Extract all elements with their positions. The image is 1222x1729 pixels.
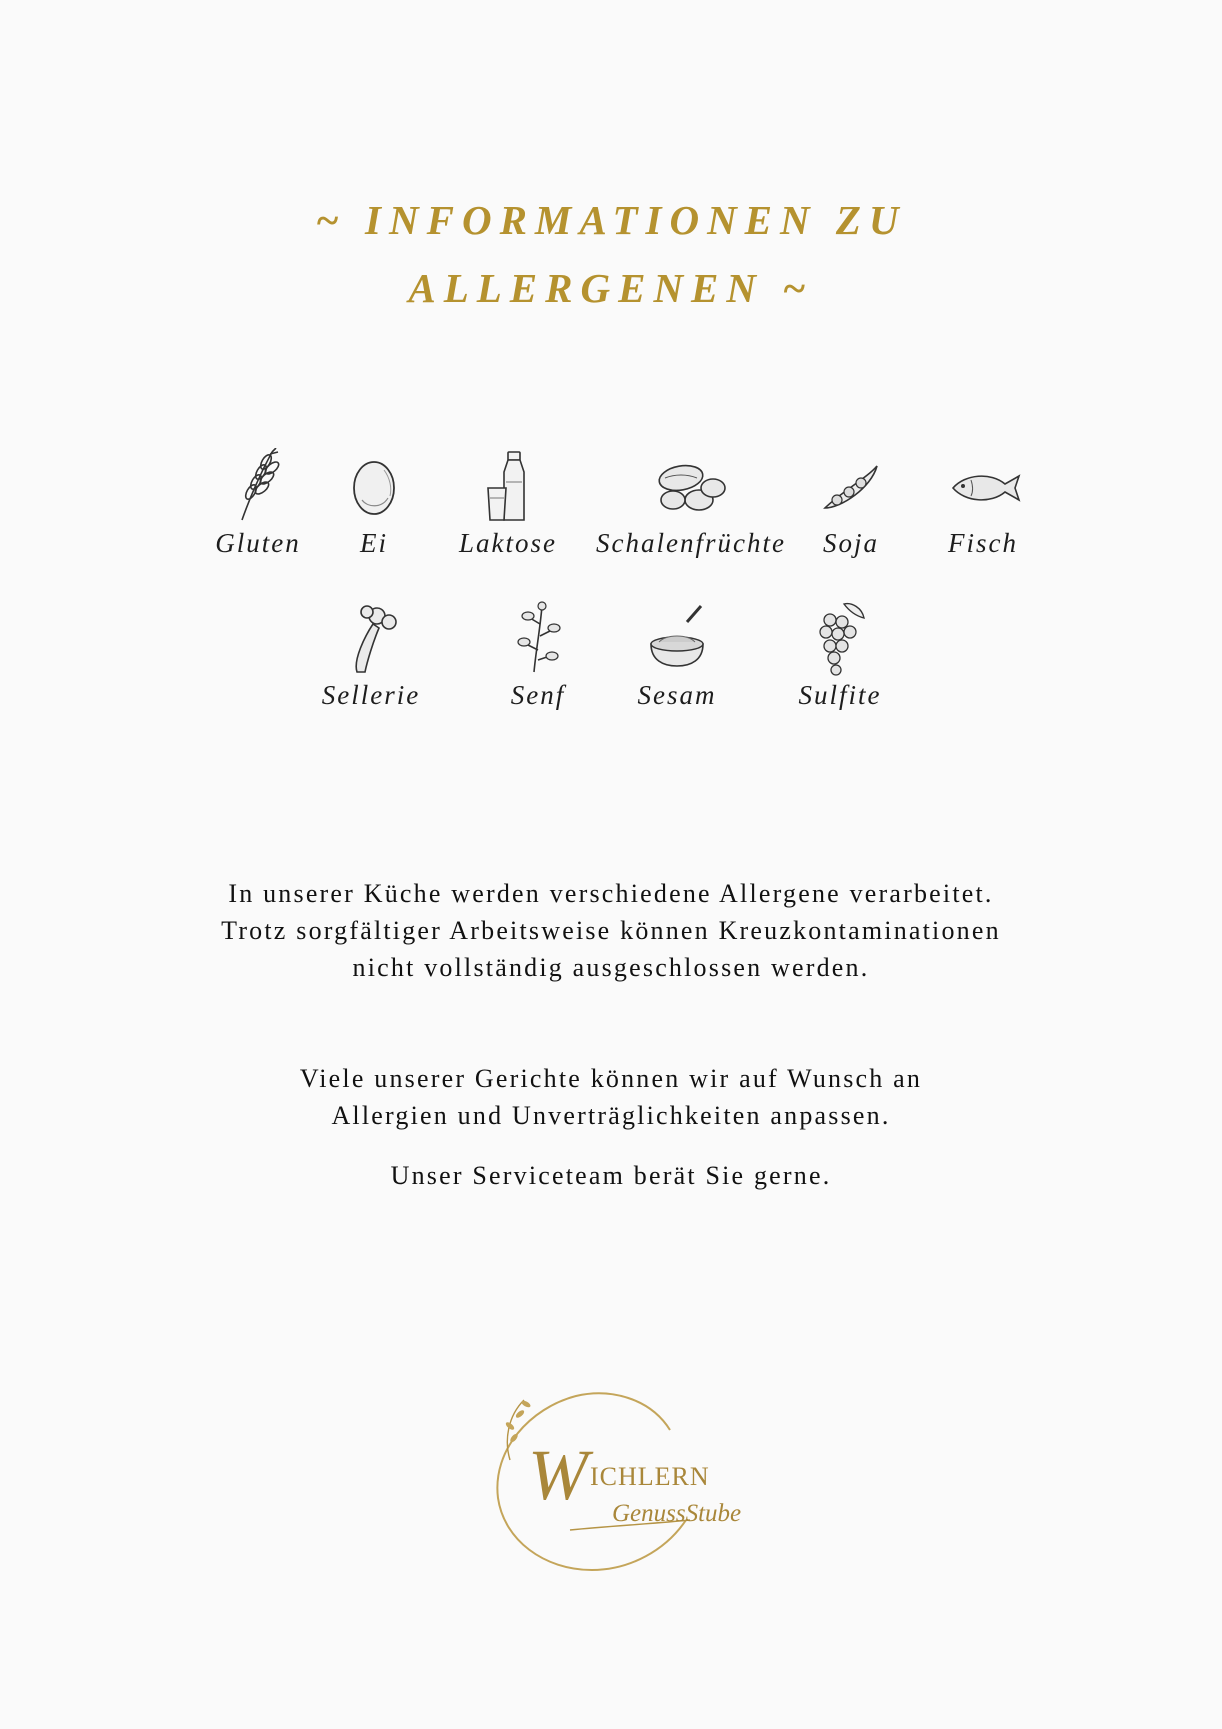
allergen-label: Sulfite	[798, 680, 882, 710]
fish-icon	[943, 448, 1023, 524]
mustard-plant-icon	[498, 600, 578, 676]
allergen-label: Sellerie	[321, 680, 421, 710]
logo-name: ICHLERN	[590, 1462, 710, 1491]
info-paragraph-1	[0, 875, 1222, 986]
nuts-icon	[651, 448, 731, 524]
celery-icon	[331, 600, 411, 676]
allergen-fish	[883, 448, 1083, 559]
allergen-lactose	[408, 448, 608, 559]
sesame-bowl-icon	[637, 600, 717, 676]
info-line: Viele unserer Gerichte können wir auf Wunsch an	[299, 1064, 923, 1093]
title-line-2: ALLERGENEN ~	[408, 265, 814, 311]
allergen-label: Laktose	[459, 528, 557, 558]
allergen-label: Fisch	[948, 528, 1018, 558]
egg-icon	[334, 448, 414, 524]
allergen-label: Soja	[822, 528, 879, 558]
logo-subtitle: GenussStube	[612, 1500, 742, 1527]
info-line: Unser Serviceteam berät Sie gerne.	[390, 1161, 832, 1190]
soy-pod-icon	[811, 448, 891, 524]
info-paragraph-2	[0, 1060, 1222, 1134]
allergen-label: Sesam	[637, 680, 717, 710]
milk-bottle-icon	[468, 448, 548, 524]
allergen-label: Senf	[510, 680, 566, 710]
allergen-label: Ei	[360, 528, 388, 558]
allergen-label: Gluten	[215, 528, 301, 558]
info-line: Trotz sorgfältiger Arbeitsweise können Kreuzkontaminationen	[221, 916, 1001, 945]
allergen-sulfites	[740, 600, 940, 711]
allergen-label: Schalenfrüchte	[596, 528, 786, 558]
page-title	[0, 186, 1222, 322]
grapes-icon	[800, 600, 880, 676]
title-line-1: ~ INFORMATIONEN ZU	[315, 197, 907, 243]
info-line: In unserer Küche werden verschiedene Allergene verarbeitet.	[228, 879, 994, 908]
logo-initial: W	[528, 1435, 588, 1515]
info-line: nicht vollständig ausgeschlossen werden.	[352, 953, 870, 982]
brand-logo	[480, 1380, 740, 1580]
info-line: Allergien und Unverträglichkeiten anpassen.	[331, 1101, 891, 1130]
info-paragraph-3	[0, 1157, 1222, 1194]
